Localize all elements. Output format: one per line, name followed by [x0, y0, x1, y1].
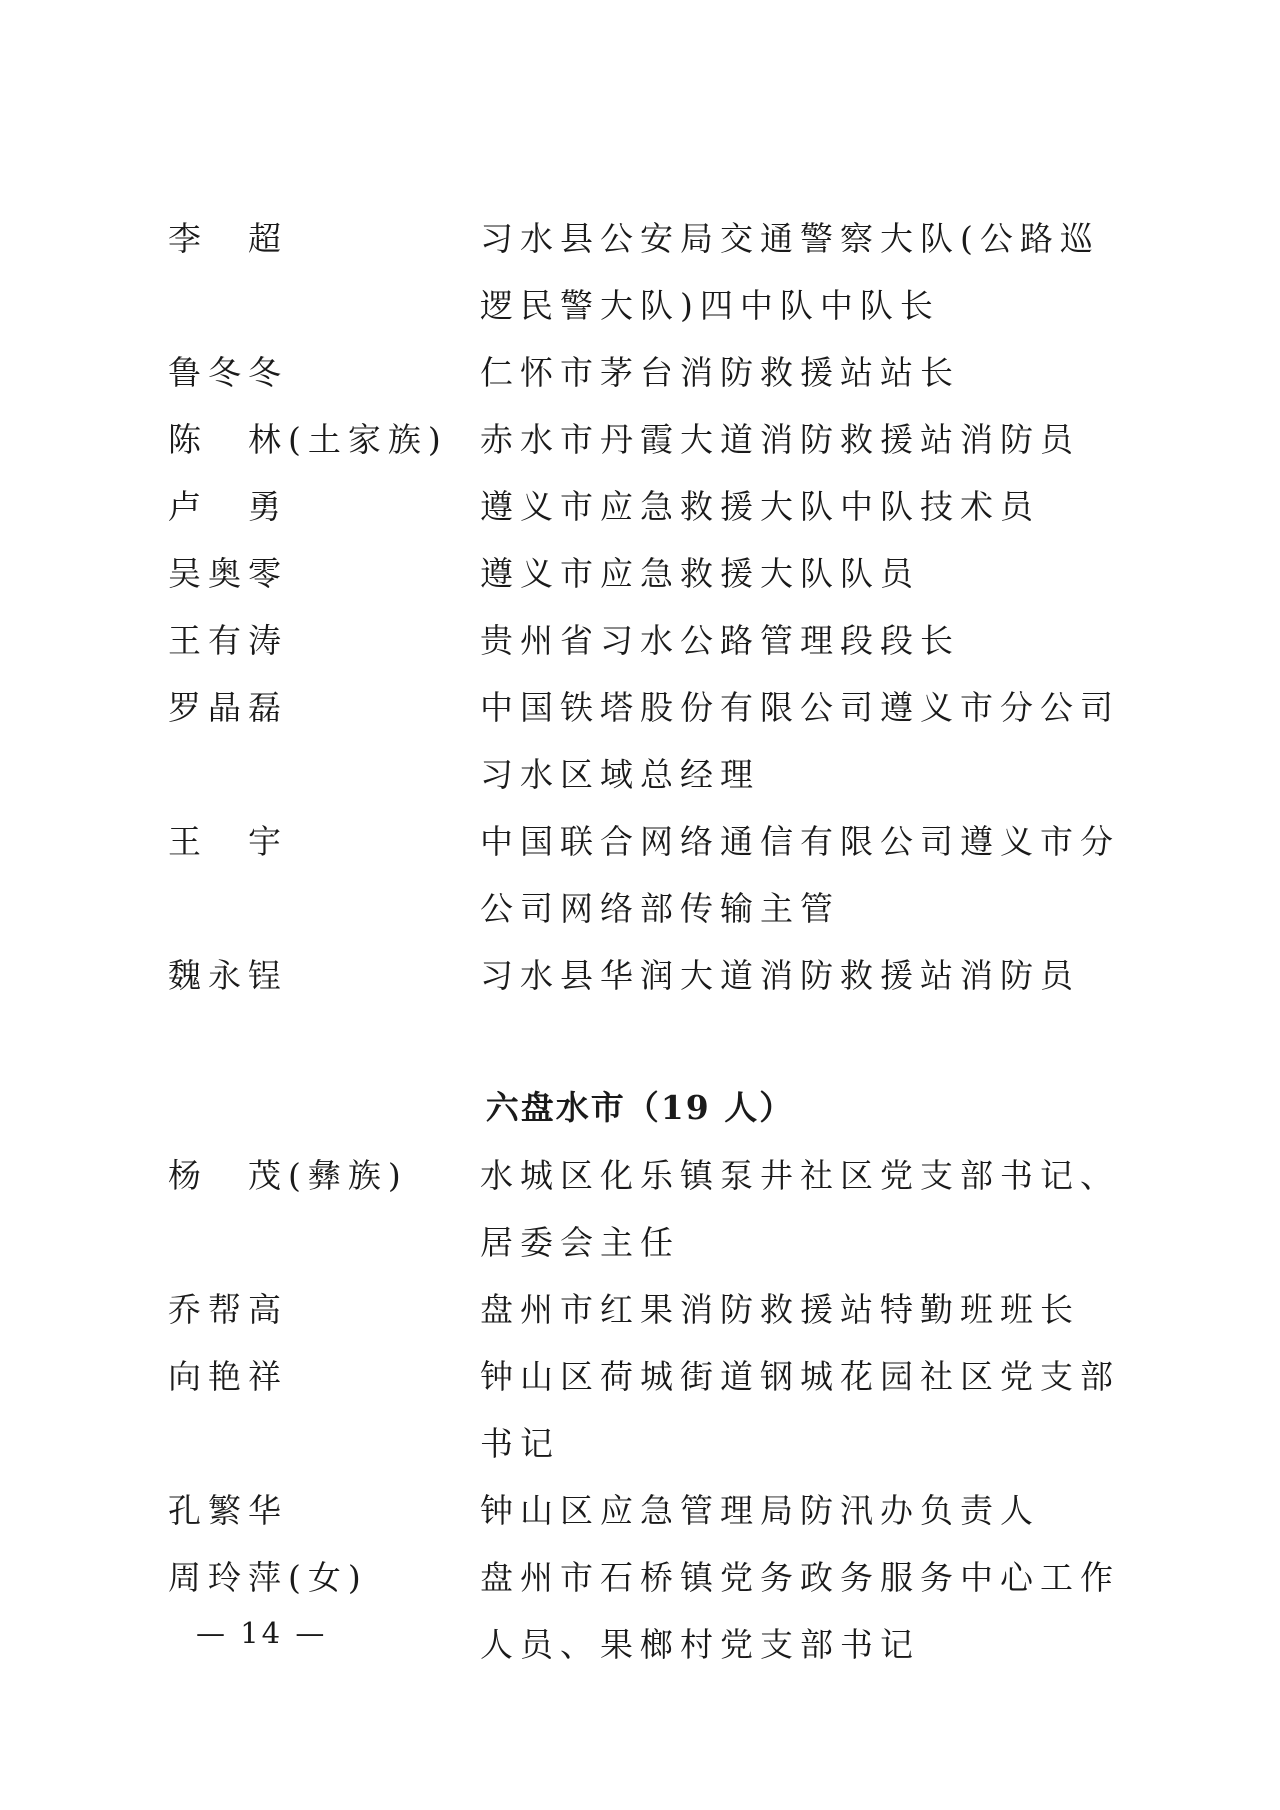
list-item: [168, 339, 1128, 406]
person-name: 陈 林(土家族): [168, 420, 448, 459]
list-item: [168, 205, 1128, 339]
person-name: 孔繁华: [168, 1491, 288, 1530]
list-item: [168, 674, 1128, 808]
entry-list-zunyi: [168, 205, 1128, 1009]
person-name: 王 宇: [168, 822, 288, 861]
person-role: 中国联合网络通信有限公司遵义市分公司网络部传输主管: [480, 822, 1120, 928]
person-name: 卢 勇: [168, 487, 288, 526]
person-role: 中国铁塔股份有限公司遵义市分公司习水区域总经理: [480, 688, 1120, 794]
person-name: 王有涛: [168, 621, 288, 660]
person-role: 钟山区应急管理局防汛办负责人: [480, 1491, 1040, 1530]
person-name: 周玲萍(女): [168, 1558, 368, 1597]
list-item: [168, 1343, 1128, 1477]
list-item: [168, 1544, 1128, 1678]
person-name: 魏永锃: [168, 956, 288, 995]
person-name: 吴奥零: [168, 554, 288, 593]
person-role: 赤水市丹霞大道消防救援站消防员: [480, 420, 1080, 459]
person-role: 习水县华润大道消防救援站消防员: [480, 956, 1080, 995]
section-heading: 六盘水市（19 人）: [485, 1088, 795, 1127]
person-role: 习水县公安局交通警察大队(公路巡逻民警大队)四中队中队长: [480, 219, 1100, 325]
person-role: 水城区化乐镇泵井社区党支部书记、居委会主任: [480, 1156, 1120, 1262]
person-name: 罗晶磊: [168, 688, 288, 727]
list-item: [168, 808, 1128, 942]
person-role: 盘州市红果消防救援站特勤班班长: [480, 1290, 1080, 1329]
person-role: 遵义市应急救援大队队员: [480, 554, 920, 593]
list-item: [168, 1142, 1128, 1276]
person-role: 贵州省习水公路管理段段长: [480, 621, 960, 660]
person-name: 李 超: [168, 219, 288, 258]
person-name: 乔帮高: [168, 1290, 288, 1329]
page-number: — 14 —: [196, 1616, 328, 1650]
person-name: 鲁冬冬: [168, 353, 288, 392]
list-item: [168, 1276, 1128, 1343]
entry-list-liupanshui: [168, 1142, 1128, 1678]
list-item: [168, 406, 1128, 473]
list-item: [168, 607, 1128, 674]
person-name: 杨 茂(彝族): [168, 1156, 408, 1195]
person-name: 向艳祥: [168, 1357, 288, 1396]
person-role: 遵义市应急救援大队中队技术员: [480, 487, 1040, 526]
person-role: 仁怀市茅台消防救援站站长: [480, 353, 960, 392]
list-item: [168, 540, 1128, 607]
list-item: [168, 473, 1128, 540]
list-item: [168, 942, 1128, 1009]
person-role: 钟山区荷城街道钢城花园社区党支部书记: [480, 1357, 1120, 1463]
person-role: 盘州市石桥镇党务政务服务中心工作人员、果榔村党支部书记: [480, 1558, 1120, 1664]
list-item: [168, 1477, 1128, 1544]
